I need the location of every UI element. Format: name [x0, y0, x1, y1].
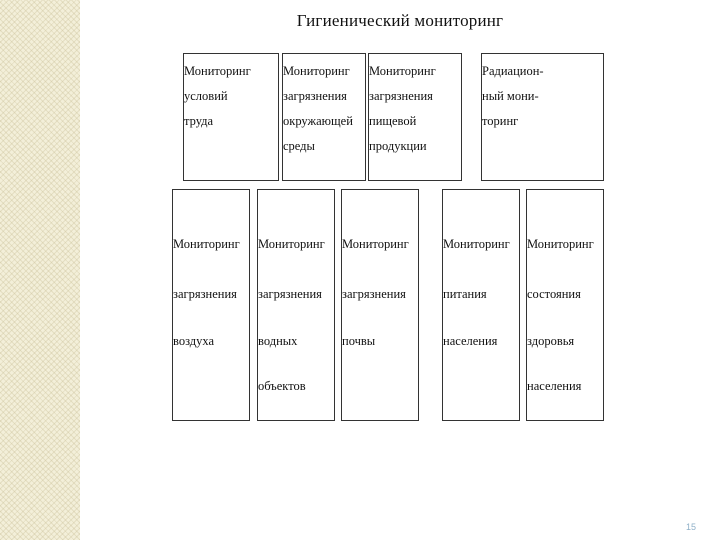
box-line: загрязнения — [342, 287, 406, 301]
box-line: здоровья — [527, 334, 575, 348]
box-line: Мониторинг — [369, 64, 436, 78]
box-line: загрязнения — [283, 89, 347, 103]
box-soil-pollution-monitoring — [341, 189, 419, 421]
box-line: загрязнения — [173, 287, 237, 301]
page-number: 15 — [686, 522, 697, 532]
box-environment-pollution-monitoring — [282, 53, 366, 181]
diagram-title: Гигиенический мониторинг — [296, 11, 504, 30]
box-line: населения — [527, 379, 582, 393]
box-line: загрязнения — [258, 287, 322, 301]
decorative-side-strip — [0, 0, 80, 540]
box-line: Мониторинг — [283, 64, 350, 78]
box-line: условий — [184, 89, 228, 103]
box-line: почвы — [342, 334, 376, 348]
box-line: Мониторинг — [184, 64, 251, 78]
box-line: окружающей — [283, 114, 353, 128]
box-line: пищевой — [369, 114, 417, 128]
box-line: воздуха — [173, 334, 215, 348]
box-population-nutrition-monitoring — [442, 189, 520, 421]
box-line: Мониторинг — [527, 237, 594, 251]
box-line: среды — [283, 139, 315, 153]
box-line: загрязнения — [369, 89, 433, 103]
box-line: ный мони- — [482, 89, 539, 103]
box-line: Мониторинг — [443, 237, 510, 251]
box-line: населения — [443, 334, 498, 348]
box-population-health-monitoring — [526, 189, 604, 421]
box-radiation-monitoring — [481, 53, 604, 181]
box-line: состояния — [527, 287, 581, 301]
box-line: продукции — [369, 139, 427, 153]
box-line: Мониторинг — [342, 237, 409, 251]
box-line: водных — [258, 334, 298, 348]
box-line: Радиацион- — [482, 64, 544, 78]
box-air-pollution-monitoring — [172, 189, 250, 421]
box-line: труда — [184, 114, 214, 128]
box-line: объектов — [258, 379, 306, 393]
box-line: торинг — [482, 114, 519, 128]
box-water-objects-pollution-monitoring — [257, 189, 335, 421]
box-food-products-pollution-monitoring — [368, 53, 462, 181]
box-working-conditions-monitoring — [183, 53, 279, 181]
box-line: Мониторинг — [258, 237, 325, 251]
box-line: Мониторинг — [173, 237, 240, 251]
box-line: питания — [443, 287, 487, 301]
